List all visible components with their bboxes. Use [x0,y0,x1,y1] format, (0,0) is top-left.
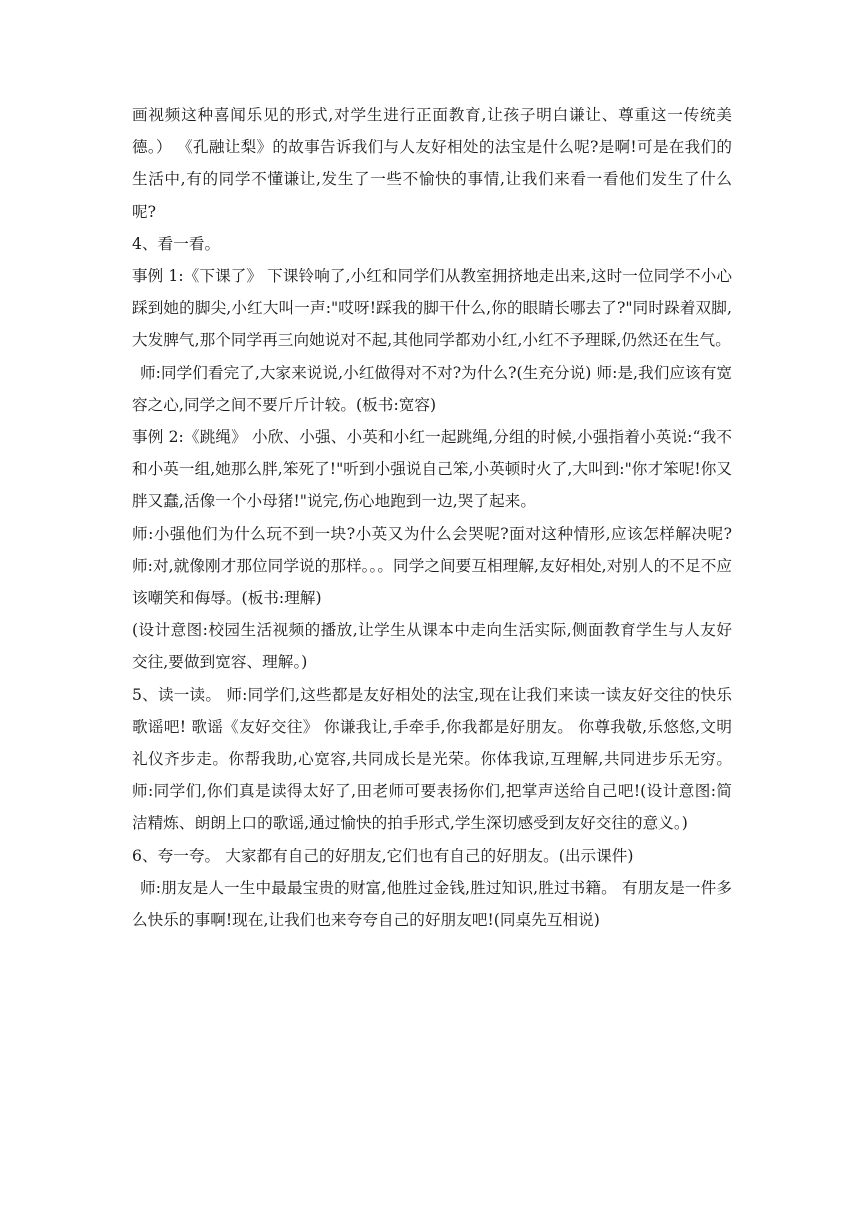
paragraph-design-intent: (设计意图:校园生活视频的播放,让学生从课本中走向生活实际,侧面教育学生与人友好交往,要做到宽容、理解。) [132,621,732,672]
paragraph-teacher-tolerance: 师:同学们看完了,大家来说说,小红做得对不对?为什么?(生充分说) 师:是,我们应该有宽容之心,同学之间不要斤斤计较。(板书:宽容) [132,363,732,414]
paragraph-read-ballad: 5、读一读。 师:同学们,这些都是友好相处的法宝,现在让我们来读一读友好交往的快乐歌谣吧! 歌谣《友好交往》 你谦我让,手牵手,你我都是好朋友。 你尊我敬,乐悠悠,文明礼仪齐步走。你帮我助,心宽容,共同成长是光荣。你体我谅,互理解,共同进步乐无穷。 师:同学们,你们真是读得太好了,田老师可要表扬你们,把掌声送给自己吧!(设计意图:简洁精炼、朗朗上口的歌谣,通过愉快的拍手形式,学生深切感受到友好交往的意义。) [132,685,732,833]
document-body [132,99,732,936]
paragraph-intro-continuation: 画视频这种喜闻乐见的形式,对学生进行正面教育,让孩子明白谦让、尊重这一传统美德。） 《孔融让梨》的故事告诉我们与人友好相处的法宝是什么呢?是啊!可是在我们的生活中,有的同学不懂谦让,发生了一些不愉快的事情,让我们来看一看他们发生了什么呢? [132,106,732,221]
paragraph-example-1: 事例 1:《下课了》 下课铃响了,小红和同学们从教室拥挤地走出来,这时一位同学不小心踩到她的脚尖,小红大叫一声:"哎呀!踩我的脚干什么,你的眼睛长哪去了?"同时跺着双脚,大发脾气,那个同学再三向她说对不起,其他同学都劝小红,小红不予理睬,仍然还在生气。 [132,267,732,350]
section-heading-look: 4、看一看。 [132,234,221,253]
paragraph-teacher-friends: 师:朋友是人一生中最最宝贵的财富,他胜过金钱,胜过知识,胜过书籍。 有朋友是一件多么快乐的事啊!现在,让我们也来夸夸自己的好朋友吧!(同桌先互相说) [132,878,732,930]
section-heading-praise: 6、夸一夸。 大家都有自己的好朋友,它们也有自己的好朋友。(出示课件) [132,846,634,865]
paragraph-teacher-understanding: 师:小强他们为什么玩不到一块?小英又为什么会哭呢?面对这种情形,应该怎样解决呢? 师:对,就像刚才那位同学说的那样。。。同学之间要互相理解,友好相处,对别人的不足不应该嘲笑和侮辱。(板书:理解) [132,524,732,608]
paragraph-example-2: 事例 2:《跳绳》 小欣、小强、小英和小红一起跳绳,分组的时候,小强指着小英说:“我不和小英一组,她那么胖,笨死了!"听到小强说自己笨,小英顿时火了,大叫到:"你才笨呢!你又胖又蠢,活像一个小母猪!"说完,伤心地跑到一边,哭了起来。 [132,428,732,511]
